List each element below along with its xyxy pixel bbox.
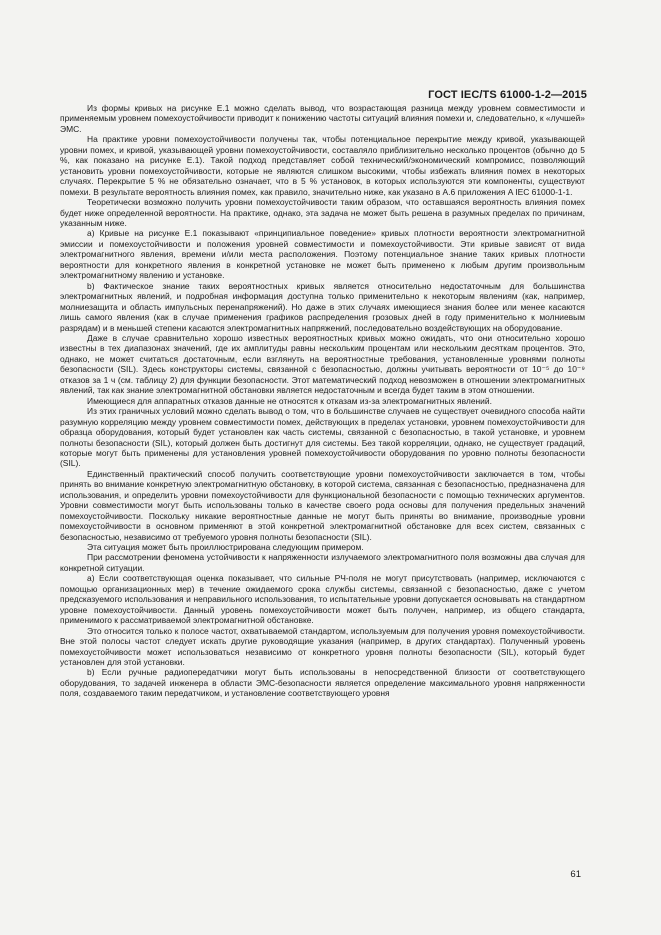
list-item-b: b) Если ручные радиопередатчики могут быть использованы в непосредственной близости от соответствующего оборудования, то задачей инженера в области ЭМС-безопасности является определение максимального уровня напряженности поля, создаваемого таким передатчиком, и установление соответствующего уровня [60, 667, 585, 699]
list-item-a: a) Кривые на рисунке E.1 показывают «принципиальное поведение» кривых плотности вероятности электромагнитной эмиссии и помехоустойчивости и положения уровней совместимости и помехоустойчивости. Эти кривые зависят от вида электромагнитного явления, времени и/или места расположения. Поэтому потенциальное знание таких кривых плотности вероятности для конкретного явления в конкретной установке не может быть применено к любым другим произвольным электромагнитному явлению и установке. [60, 228, 585, 281]
paragraph: Из формы кривых на рисунке E.1 можно сделать вывод, что возрастающая разница между уровнем совместимости и применяемым уровнем помехоустойчивости приводит к понижению частоты ситуаций влияния помехи и, следовательно, к «лучшей» ЭМС. [60, 103, 585, 134]
page-number: 61 [570, 869, 581, 880]
paragraph: Из этих граничных условий можно сделать вывод о том, что в большинстве случаев не существует очевидного способа найти разумную корреляцию между уровнем совместимости помех, действующих в пределах установки, уровнем помехоустойчивости для образца оборудования, который будет установлен как часть системы, связанной с безопасностью, в такой установке, и уровнем полноты безопасности (SIL), который должен быть достигнут для системы. Без такой корреляции, однако, не существует градаций, которые могут быть применены для установления уровней помехоустойчивости оборудования по уровню полноты безопасности (SIL). [60, 406, 585, 469]
document-body [60, 103, 585, 699]
paragraph: Теоретически возможно получить уровни помехоустойчивости таким образом, что оставшаяся вероятность влияния помех будет ниже определенной вероятности. На практике, однако, эта задача не может быть решена в разумных пределах по причинам, указанным ниже. [60, 197, 585, 228]
paragraph: Это относится только к полосе частот, охватываемой стандартом, используемым для получения уровня помехоустойчивости. Вне этой полосы частот следует искать другие руководящие указания (например, в других стандартах). Полученный уровень помехоустойчивости может использоваться независимо от конкретного уровня полноты безопасности (SIL), который будет установлен для этой установки. [60, 625, 585, 668]
paragraph: Единственный практический способ получить соответствующие уровни помехоустойчивости заключается в том, чтобы принять во внимание конкретную электромагнитную обстановку, в которой система, связанная с безопасностью, предназначена для использования, и определить уровни помехоустойчивости для функциональной безопасности с помощью технических аргументов. Уровни совместимости могут быть использованы только в качестве своего рода основы для получения предельных значений помехоустойчивости. Поскольку никакие вероятностные данные не могут быть приняты во внимание, производные уровни помехоустойчивости в основном применяют в этой конкретной электромагнитной обстановке для всех систем, связанных с безопасностью, независимо от требуемого уровня полноты безопасности (SIL). [60, 468, 585, 542]
paragraph: Эта ситуация может быть проиллюстрирована следующим примером. [87, 542, 364, 553]
paragraph: Имеющиеся для аппаратных отказов данные не относятся к отказам из-за электромагнитных явлений. [87, 395, 492, 406]
list-item-b: b) Фактическое знание таких вероятностных кривых является относительно недостаточным для большинства электромагнитных явлений, и подробная информация доступна только применительно к некоторым явлениям (как, например, молниезащита и область импульсных перенапряжений). Но даже в этих случаях имеющиеся знания более или менее касаются лишь самого явления (как в случае применения графиков распределения грозовых дней в году применительно к молниевым разрядам) и в меньшей степени касаются электромагнитных напряжений, последовательно воздействующих на оборудование. [60, 280, 585, 333]
document-header: ГОСТ IEC/TS 61000-1-2—2015 [428, 89, 587, 101]
list-item-a: a) Если соответствующая оценка показывает, что сильные РЧ-поля не могут присутствовать (например, исключаются с помощью организационных мер) в течение ожидаемого срока службы системы, связанной с безопасностью, даже с учетом предсказуемого использования и неправильного использования, то испытательные уровни допускается основывать на стандартном уровне помехоустойчивости. Данный уровень помехоустойчивости может быть получен, например, из общего стандарта, применимого к рассматриваемой электромагнитной обстановке. [60, 573, 585, 626]
paragraph: При рассмотрении феномена устойчивости к напряженности излучаемого электромагнитного поля возможны два случая для конкретной ситуации. [60, 552, 585, 573]
paragraph: Даже в случае сравнительно хорошо известных вероятностных кривых можно ожидать, что они относительно хорошо известны в тех диапазонах значений, где их амплитуды равны нескольким процентам или нескольким десяткам процентов. Это, однако, не может считаться достаточным, если взглянуть на вероятностные требования, установленные уровнями полноты безопасности (SIL). Здесь конструкторы системы, связанной с безопасностью, должны учитывать вероятности от 10⁻⁵ до 10⁻⁹ отказов за 1 ч (см. таблицу 2) для функции безопасности. Этот математический подход невозможен в отношении электромагнитных явлений, так как знание электромагнитной обстановки является недостаточным и всегда будет таким в этом отношении. [60, 332, 585, 396]
paragraph: На практике уровни помехоустойчивости получены так, чтобы потенциальное перекрытие между кривой, указывающей уровни помех, и кривой, указывающей уровни помехоустойчивости, составляло приблизительно несколько процентов (обычно до 5 %, как показано на рисунке E.1). Такой подход представляет собой технический/экономический компромисс, позволяющий установить уровни помехоустойчивости, которые не являются слишком высокими, чтобы избежать влияния помех в некоторых случаях. Перекрытие 5 % не обязательно означает, что в 5 % установок, в которых используются эти компоненты, существуют помехи. В результате вероятность влияния помех, как правило, значительно ниже, как указано в A.6 приложения A IEC 61000-1-1. [60, 134, 585, 197]
